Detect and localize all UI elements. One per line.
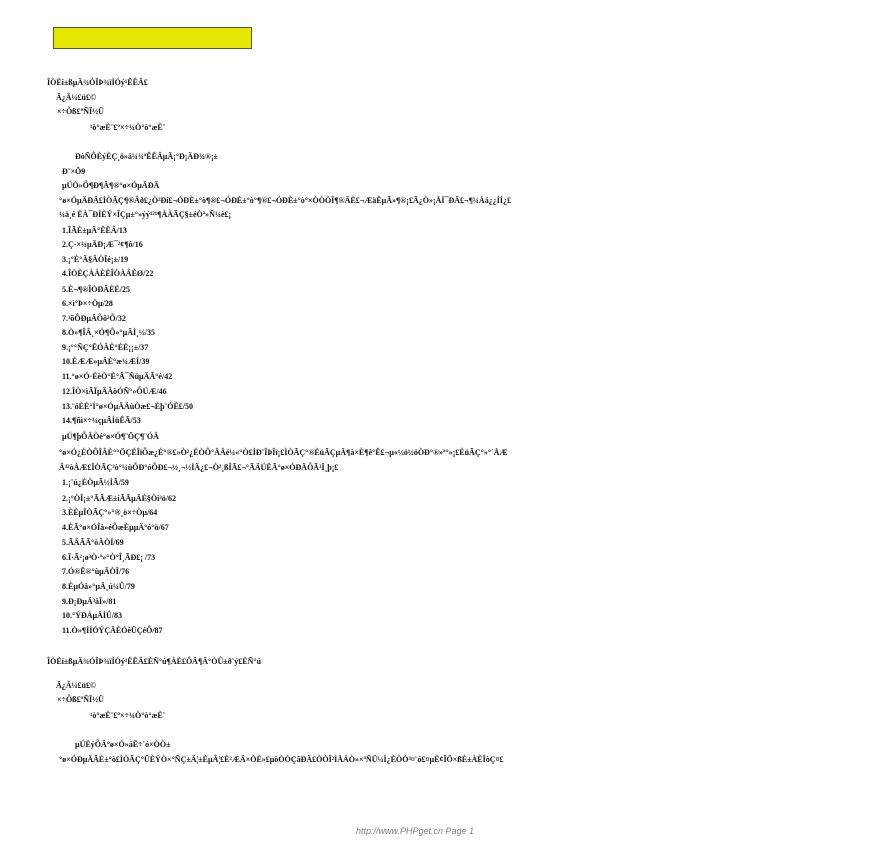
text-line: µÚ¶þÕÂÒé°ø×Ó¶¨ÖÇ¶¨ÓÂ xyxy=(62,432,159,441)
page-footer: http://www.PHPget.cn Page 1 xyxy=(356,826,475,836)
text-line: ¹ò°æÈ¨£º×÷¼Ò°ò°æÈ¨ xyxy=(90,711,166,720)
text-line: Â³²òÀÆ£ÎÒÃÇ³ò°¼ùÕÐ°óÕÐ£¬½¸¬½ÍÄ¿£¬Ò²¸ßÎÃ£¬°ÃÄÚÊÃ°ø×ÓÐÄÕÃ³Ï¸þ¡£ xyxy=(59,463,339,472)
text-line: 7.³õÔÐµÄÕõ²Õ/32 xyxy=(62,314,126,323)
yellow-highlight-box xyxy=(53,27,252,49)
text-line: 3.ÈÈµÎÒÃÇ°»°®¸ö×÷Òµ/64 xyxy=(62,508,158,517)
text-line: 1.ÎÃÈ±µÄ°ÊÊÂ/13 xyxy=(62,226,127,235)
text-line: Ä¿Â¼£ü£© xyxy=(56,681,96,690)
text-line: 3.¡°È°Ä§ÂÒÎé¡±/19 xyxy=(62,255,129,264)
text-line: ÎÒÈí±ßµÄ¾ÓÎÞ¾ïÌÓý¹ÊÊÂ£ÈÑ°ú¶ÀÈ£ÔÄ¶Â°ÒÛ±ð¨ý£ÈÑ°ú xyxy=(47,657,262,666)
text-line: ×÷Õß£ºÑÏ½Ü xyxy=(57,107,104,116)
text-line: 6.×ì°Þ×÷Òµ/28 xyxy=(62,299,113,308)
text-line: 6.Ï·Ã²¡ø³Ò·ª»°Ò°Î¸ÃÐ£¡ /73 xyxy=(62,553,156,562)
text-line: 14.¶ñì×÷¼çµÄÌüÊÃ/53 xyxy=(62,416,141,425)
text-line: ¼ä¸é ÈÀ¯ÐÌÈÝ×ÎÇµ±°»ýý¹²¹¶ÀÀÃÇ§±éÒª»Ñ¼è£¡ xyxy=(59,210,232,219)
text-line: 9.Ð¡ÐµÄ³åÎ»/81 xyxy=(62,597,117,606)
text-line: 1.¡¨ú¿ÈÒµÃ½ÌÃ/59 xyxy=(62,478,129,487)
text-line: µÚÒ»Õ¶Ð¶Ä¶®°ø×ÓµÄÐÄ xyxy=(62,181,160,190)
text-line: Ð¨×Ö9 xyxy=(62,167,86,176)
text-line: 10.°ÝÐÁµÄÌÛ/83 xyxy=(62,611,123,620)
text-line: 11.°ø×Ó·ÈèÒ°È°Ã¯ÑúµÄÃ°é/42 xyxy=(62,372,173,381)
text-line: 4.ÈÃ°ø×ÓÎå»éÕæÈµµÄ°ó°ö/67 xyxy=(62,523,169,532)
text-line: 5.È¬¶®ÎÒÐÄÈÈ/25 xyxy=(62,285,130,294)
text-line: 8.Ò»¶ÎÂ¸×Ó¶Ô»°µÄÌ¸½/35 xyxy=(62,328,156,337)
text-line: °ø×Ó¿ÉÒÔÎÂÈ°°ÖÇÉÎïÕæ¿È°®£»Ò²¿ÉÒÔ°ÂÂé¼«°Ò£ÌÐ¨ÎÞÎï¡£ÌÒÃÇ°®ÈüÃÇµÄ¶à×È¶ê°Ê£¬µ«½ö½öÒÐ°®»ª°»¡£ÈüÃÇ°»°´ÅÆ xyxy=(59,448,508,457)
text-line: 8.ÈµÓå»°µÄ¸ú¼Û/79 xyxy=(62,582,135,591)
text-line: °ø×ÓµÄÐÄ£ÌÒÃÇ¶®Âð£¿Ò²Ðí£¬ÓÐÈ±°ò¶®£¬ÓÐÈ±°ò°¶®£¬ÓÐÈ±°ò°×ÒÒÒÎ¶®ÄÈ£¬ÆäÊµÃ»¶®¡£Ã¿Ò»¡ÅÍ¯ÐÄ£¬¶¼Àá¿¿ÌÍ¿£ xyxy=(59,196,511,205)
text-line: 9.¡°°ÑÇ°ÊÓÂÈ°ÈÉ¡¡±/37 xyxy=(62,343,149,352)
text-line: Ä¿Â¼£ü£© xyxy=(56,93,96,102)
text-line: 13.¨óÈÈ°Í°ø×ÓµÄÂùÒæ£¬Èþ¨ÓÈ£/50 xyxy=(62,402,194,411)
text-line: µÚÈýÕÂ°ø×Ó»áË÷´ó×ÒÒ± xyxy=(75,740,171,749)
text-line: 2.¡°ÒÎ¡±°ÃÃÆ±íÃÃµÄÈ§Òì³ö/62 xyxy=(62,494,176,503)
text-line: 7.Ó®Ê®°ùµÄÒÎ/76 xyxy=(62,567,130,576)
text-line: 4.ÎÒÈÇÀÀÈÈÎÒÀÂÈØ/22 xyxy=(62,269,154,278)
text-line: 12.ÎÒ×ìÃÏµÄÂòÓÑ°»ÕÚÆ/46 xyxy=(62,387,167,396)
text-line: 10.ÈÆÆ»µÄÈ°æ¼ÆÍ/39 xyxy=(62,357,150,366)
text-line: ÐòÑÔÈýÈÇ¸ö»á¼¾ªÊÊÂµÄ¡°Ð¡ÄÐ¾®¡± xyxy=(75,152,219,161)
text-line: ¹ò°æÈ¨£º×÷¼Ò°ò°æÈ¨ xyxy=(90,123,166,132)
text-line: ×÷Õß£ºÑÏ½Ü xyxy=(57,695,104,704)
text-line: °ø×ÓÐµÄÃÈ±°ò£ÌÒÃÇ°ÜÈÝÒ×°ÑÇ±Ä¦±ÈµÂ¦£È²ÆÄ×ÒÈ»£µòÒÒÇãÐÄ£ÒÒÎ²ÌÅÁÒ»×ªÑÜ¼Í¿ÈÒÒ³¤¨ó£¤µÈ¢ÏÖ×ßÈ±ÀÈÎòÇ¤£ xyxy=(59,755,504,764)
text-line: 2.Ç·×¼µÄÐ¡Æ¯²¢¶ô/16 xyxy=(62,240,143,249)
text-line: 5.ÃÂÃÃ°òÂÒÍ/69 xyxy=(62,538,124,547)
text-line: 11.Ò»¶ÍÍÓÝÇÄÈÓêÜÇéÔ/87 xyxy=(62,626,163,635)
text-line: ÎÒÈí±ßµÄ¾ÓÎÞ¾ïÌÓý¹ÊÊÂ£ xyxy=(47,78,148,87)
